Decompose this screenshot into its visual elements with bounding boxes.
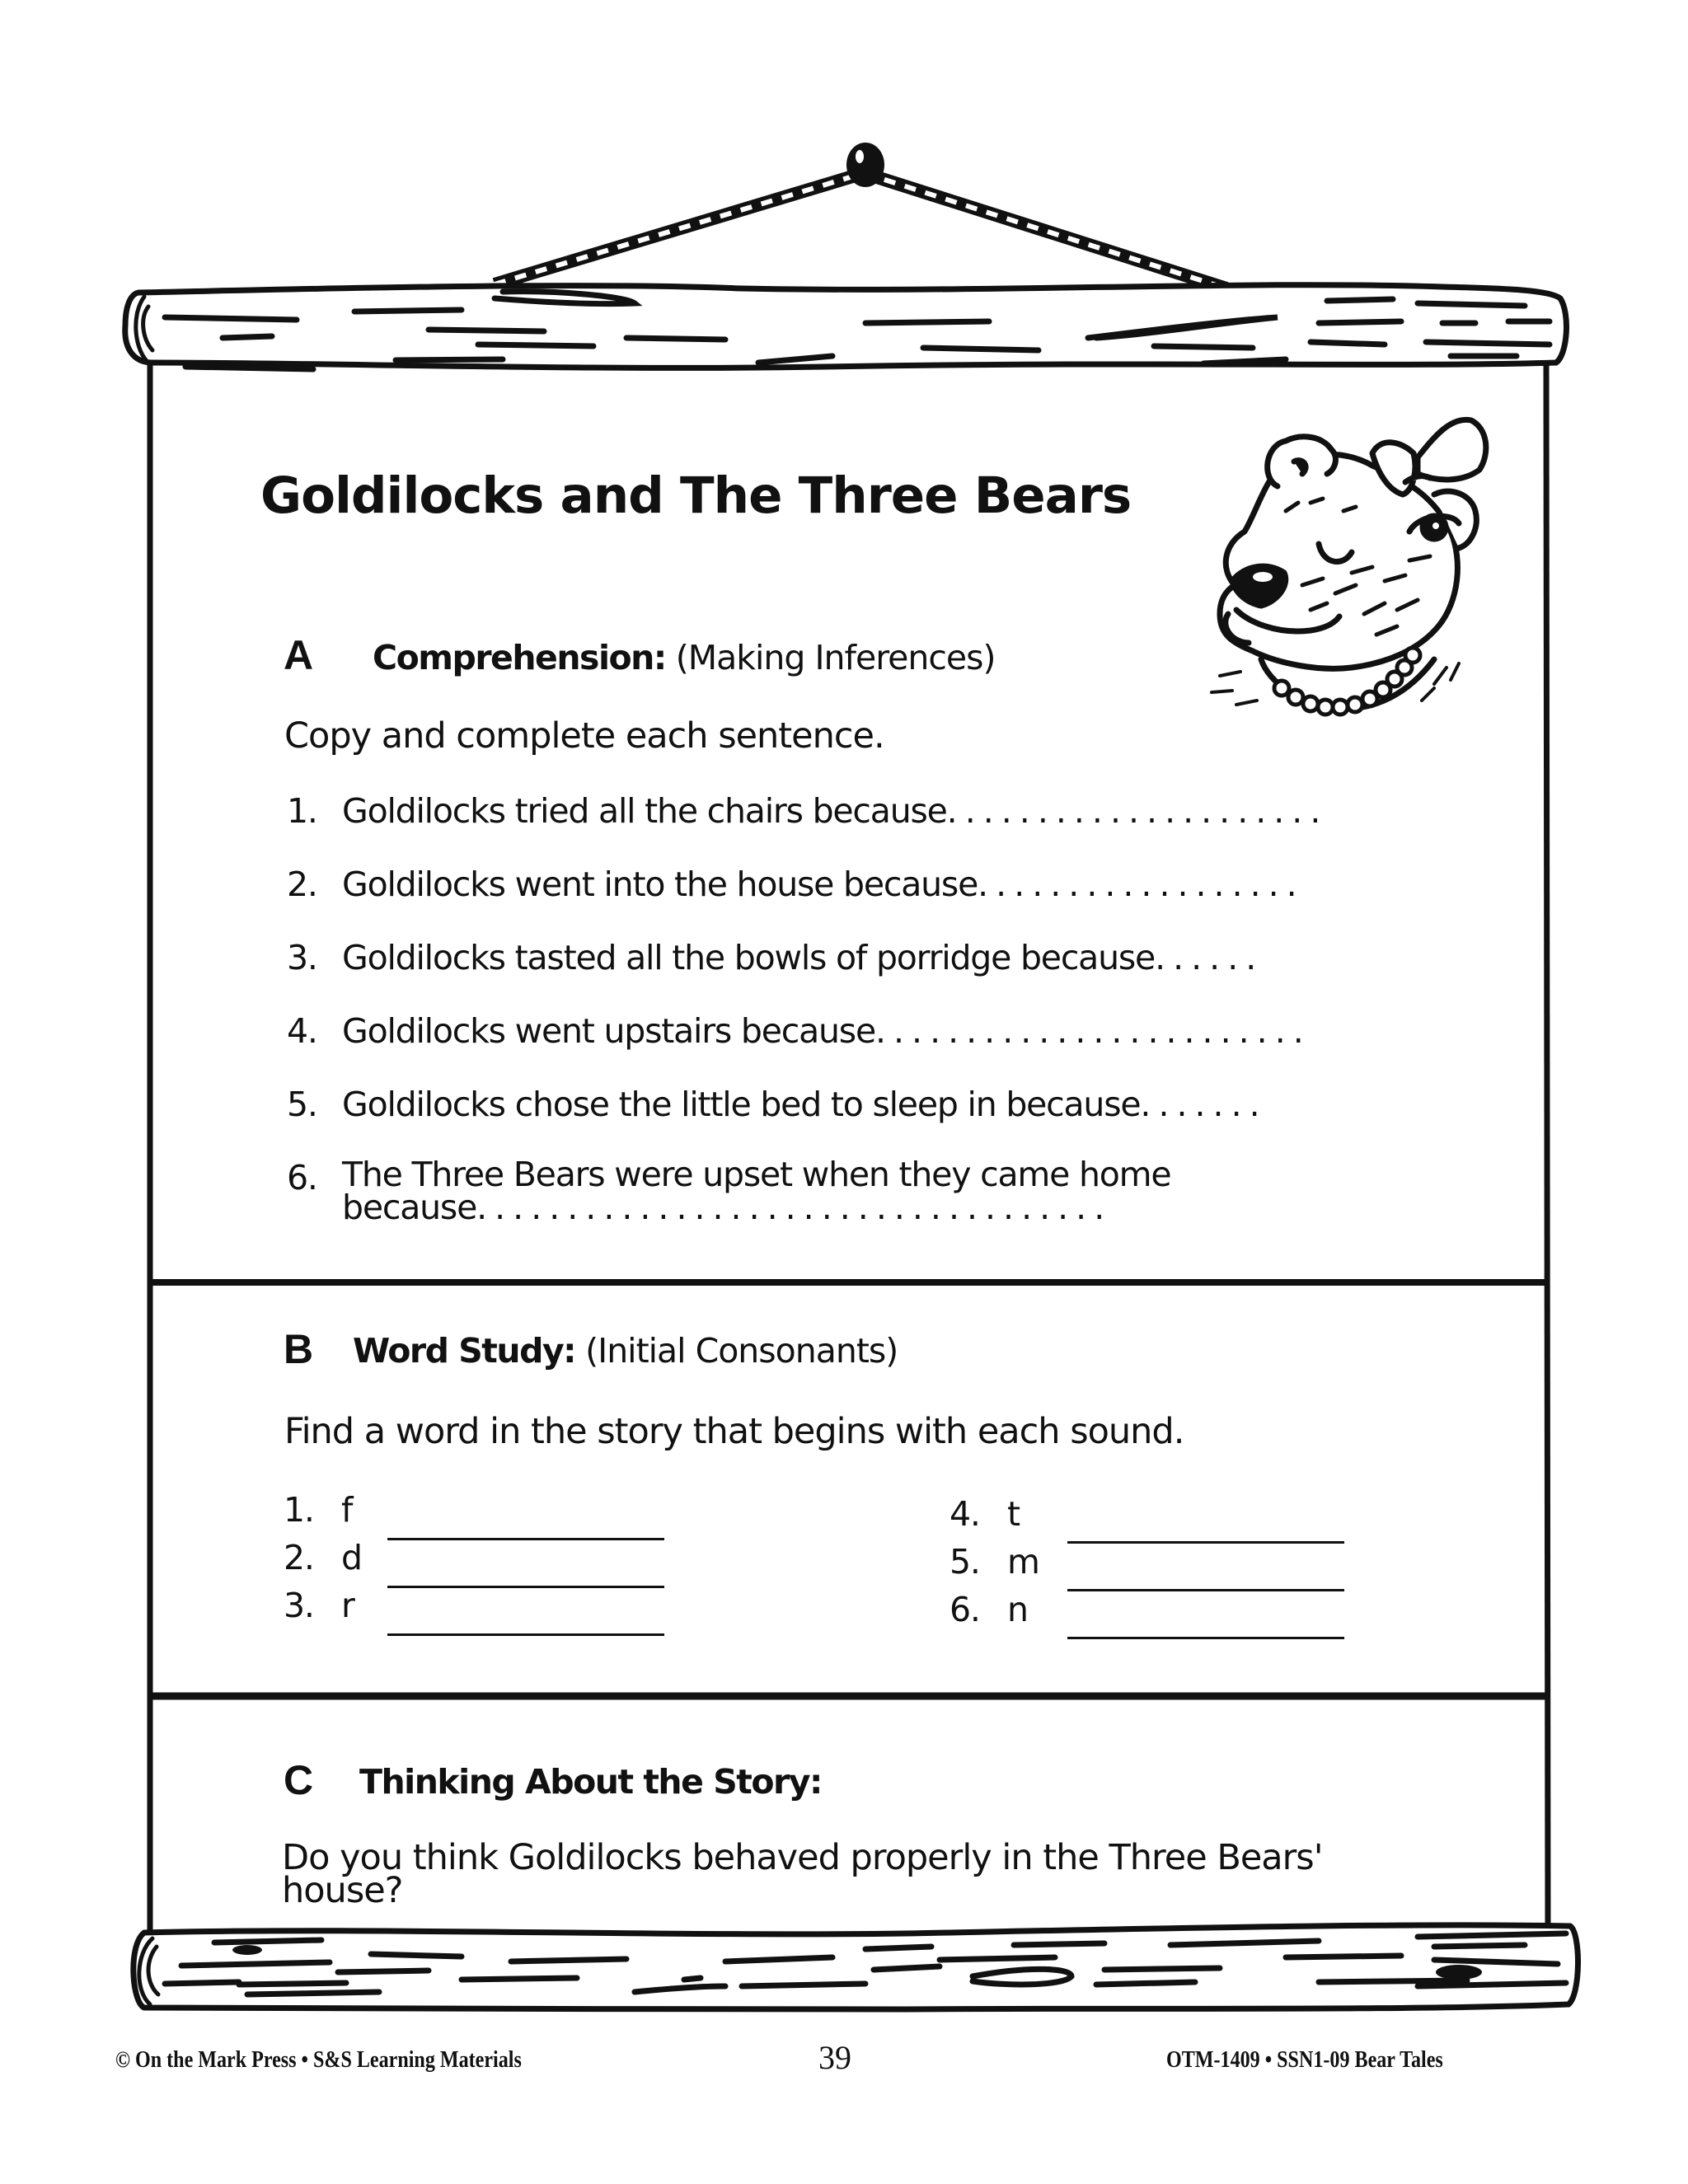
- footer-copyright: © On the Mark Press • S&S Learning Materials: [115, 2047, 522, 2073]
- section-b-heading: [353, 1331, 898, 1371]
- footer-series-code: OTM-1409 • SSN1-09 Bear Tales: [1166, 2047, 1443, 2073]
- page-title: Goldilocks and The Three Bears: [260, 466, 1132, 525]
- answer-dots: ..................: [978, 865, 1305, 904]
- page-number: 39: [818, 2039, 851, 2076]
- nail-icon: [846, 143, 884, 187]
- item-number: 5.: [287, 1085, 317, 1124]
- section-c-heading: [359, 1762, 822, 1802]
- hanging-rope-icon: [495, 143, 1226, 288]
- item-prompt[interactable]: Goldilocks chose the little bed to sleep in because.......: [342, 1085, 1268, 1124]
- section-c-letter: C: [284, 1757, 314, 1803]
- answer-dots: ......: [1155, 938, 1264, 977]
- word-study-item-6-number: 6.: [950, 1590, 980, 1629]
- section-c-heading-bold: Thinking About the Story:: [359, 1762, 822, 1802]
- word-study-item-2-sound: d: [341, 1538, 362, 1577]
- bottom-log-icon: [134, 1925, 1578, 2010]
- word-study-item-3-sound: r: [341, 1586, 354, 1625]
- comprehension-item-2: [0, 865, 1688, 906]
- section-b-heading-sub: (Initial Consonants): [585, 1331, 898, 1371]
- word-study-item-1-number: 1.: [284, 1490, 314, 1530]
- word-study-item-1-answer-line[interactable]: [387, 1538, 664, 1540]
- section-a-heading: [373, 638, 996, 677]
- comprehension-item-5: [0, 1085, 1688, 1126]
- item-prompt[interactable]: The Three Bears were upset when they came home because...................................: [342, 1155, 1171, 1227]
- comprehension-item-1: [0, 791, 1688, 832]
- item-number: 4.: [287, 1011, 317, 1051]
- word-study-item-6-answer-line[interactable]: [1067, 1637, 1344, 1639]
- word-study-item-6-sound: n: [1007, 1590, 1028, 1629]
- section-b-heading-bold: Word Study:: [353, 1331, 576, 1371]
- answer-dots: .......: [1140, 1085, 1268, 1124]
- item-number: 2.: [287, 865, 317, 904]
- section-b-instruction: Find a word in the story that begins with each sound.: [284, 1411, 1184, 1452]
- item-number: 6.: [287, 1158, 317, 1197]
- section-a-letter: A: [284, 632, 314, 678]
- item-number: 3.: [287, 938, 317, 977]
- word-study-item-2-answer-line[interactable]: [387, 1586, 664, 1588]
- word-study-item-4-sound: t: [1007, 1494, 1020, 1534]
- section-a-instruction: Copy and complete each sentence.: [284, 715, 884, 757]
- item-prompt[interactable]: Goldilocks tried all the chairs because.....................: [342, 791, 1329, 831]
- comprehension-item-3: [0, 938, 1688, 979]
- comprehension-item-4: [0, 1011, 1688, 1052]
- word-study-item-1-sound: f: [341, 1490, 353, 1530]
- section-c-question: Do you think Goldilocks behaved properly in the Three Bears' house?: [282, 1837, 1323, 1911]
- word-study-item-5-number: 5.: [950, 1542, 980, 1582]
- item-number: 1.: [287, 791, 317, 831]
- section-a-heading-bold: Comprehension:: [373, 638, 666, 677]
- answer-dots: .....................: [946, 791, 1329, 831]
- section-b-letter: B: [284, 1326, 314, 1372]
- item-prompt[interactable]: Goldilocks went upstairs because........................: [342, 1011, 1311, 1051]
- answer-dots: ........................: [874, 1011, 1311, 1051]
- word-study-item-3-answer-line[interactable]: [387, 1633, 664, 1636]
- word-study-item-5-sound: m: [1007, 1542, 1039, 1582]
- item-prompt[interactable]: Goldilocks went into the house because..................: [342, 865, 1305, 904]
- word-study-item-2-number: 2.: [284, 1538, 314, 1577]
- top-log-icon: [125, 285, 1567, 369]
- word-study-item-4-answer-line[interactable]: [1067, 1541, 1344, 1544]
- answer-dots: ...................................: [476, 1188, 1113, 1227]
- word-study-item-3-number: 3.: [284, 1586, 314, 1625]
- mama-bear-icon: [1187, 387, 1500, 766]
- item-prompt[interactable]: Goldilocks tasted all the bowls of porridge because......: [342, 938, 1264, 977]
- word-study-item-4-number: 4.: [950, 1494, 980, 1534]
- word-study-item-5-answer-line[interactable]: [1067, 1589, 1344, 1591]
- comprehension-item-6: [0, 1155, 1688, 1240]
- section-a-heading-sub: (Making Inferences): [675, 638, 996, 677]
